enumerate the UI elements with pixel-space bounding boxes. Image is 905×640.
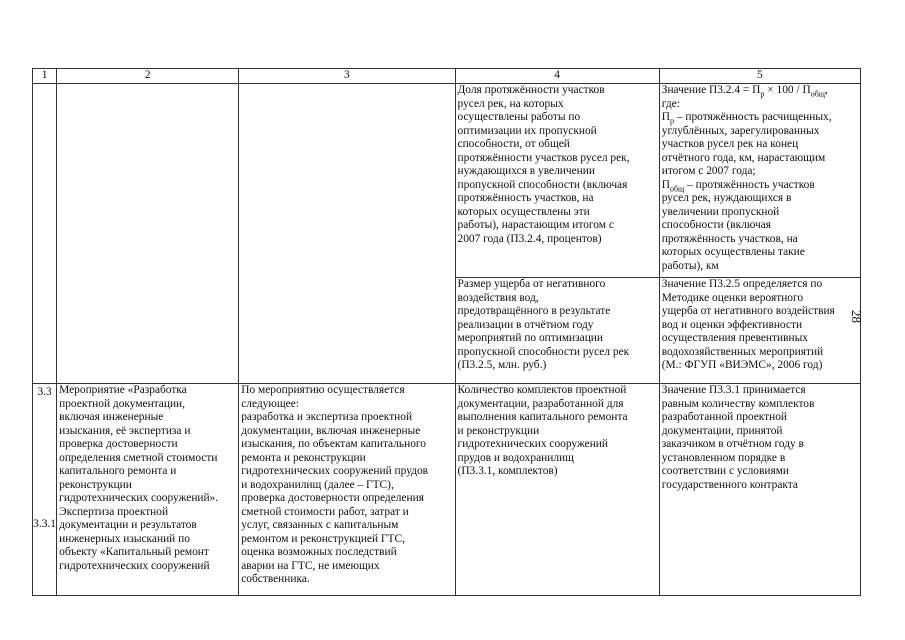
header-cell-2: 2	[57, 69, 239, 84]
description-cell: По мероприятию осуществляется следующее: разработка и экспертиза проектной документации, включая инженерные изыскания, по объектам капитального ремонта и реконструкции гидротехнических сооружений прудов и водохранилищ (далее – ГТС), проверка достоверности определения сметной стоимости работ, затрат и услуг, связанных с капитальным ремонтом и реконструкцией ГТС, оценка возможных последствий аварии на ГТС, не имеющих собственника.	[239, 384, 455, 596]
formula-cell: Значение П3.3.1 принимается равным количеству комплектов разработанной проектной документации, принятой заказчиком в отчётном году в установленном порядке в соответствии с условиями государственного контракта	[659, 384, 860, 596]
formula-cell: Значение П3.2.5 определяется по Методике оценки вероятного ущерба от негативного воздействия вод и оценки эффективности осуществления превентивных водохозяйственных мероприятий (М.: ФГУП «ВИЭМС», 2006 год)	[659, 278, 860, 384]
table-row	[33, 384, 861, 596]
header-cell-5: 5	[659, 69, 860, 84]
formula-cell	[659, 84, 860, 278]
sub-row-number: 3.3.1	[33, 518, 56, 530]
row-number: 3.3	[37, 386, 52, 398]
row-number-cell	[33, 384, 57, 596]
empty-cell-event	[57, 84, 239, 384]
document-table	[32, 68, 861, 596]
empty-cell-num	[33, 84, 57, 384]
indicator-cell: Размер ущерба от негативного воздействия вод, предотвращённого в результате реализации в отчётном году мероприятий по оптимизации пропускной способности русел рек (П3.2.5, млн. руб.)	[455, 278, 659, 384]
definition-ob: $П_{общ}$ – протяжённость участков русел рек, нуждающихся в увеличении пропускной способности (включая протяжённость участков, на которых осуществлены такие работы), км	[661, 178, 815, 272]
header-cell-3: 3	[239, 69, 455, 84]
empty-cell-description	[239, 84, 455, 384]
page-number: 28	[849, 310, 864, 323]
header-cell-4: 4	[455, 69, 659, 84]
table-row	[33, 84, 861, 278]
indicator-cell: Количество комплектов проектной документации, разработанной для выполнения капитального ремонта и реконструкции гидротехнических сооружений прудов и водохранилищ (П3.3.1, комплектов)	[455, 384, 659, 596]
header-cell-1: 1	[33, 69, 57, 84]
indicator-cell: Доля протяжённости участков русел рек, на которых осуществлены работы по оптимизации их пропускной способности, от общей протяжённости участков русел рек, нуждающихся в увеличении пропускной способности (включая протяжённость участков, на которых осуществлены эти работы), нарастающим итогом с 2007 года (П3.2.4, процентов)	[455, 84, 659, 278]
formula-text: Значение $П3.2.4 = П_р \times 100 / П_{общ}$, где:	[661, 84, 828, 110]
header-row	[33, 69, 861, 84]
event-cell: Мероприятие «Разработка проектной документации, включая инженерные изыскания, её экспертиза и проверка достоверности определения сметной стоимости капитального ремонта и реконструкции гидротехнических сооружений». Экспертиза проектной документации и результатов инженерных изысканий по объекту «Капитальный ремонт гидротехнических сооружений	[57, 384, 239, 596]
definition-p: $П_р$ – протяжённость расчищенных, углублённых, зарегулированных участков русел рек на конец отчётного года, км, нарастающим итогом с 2007 года;	[661, 111, 832, 177]
